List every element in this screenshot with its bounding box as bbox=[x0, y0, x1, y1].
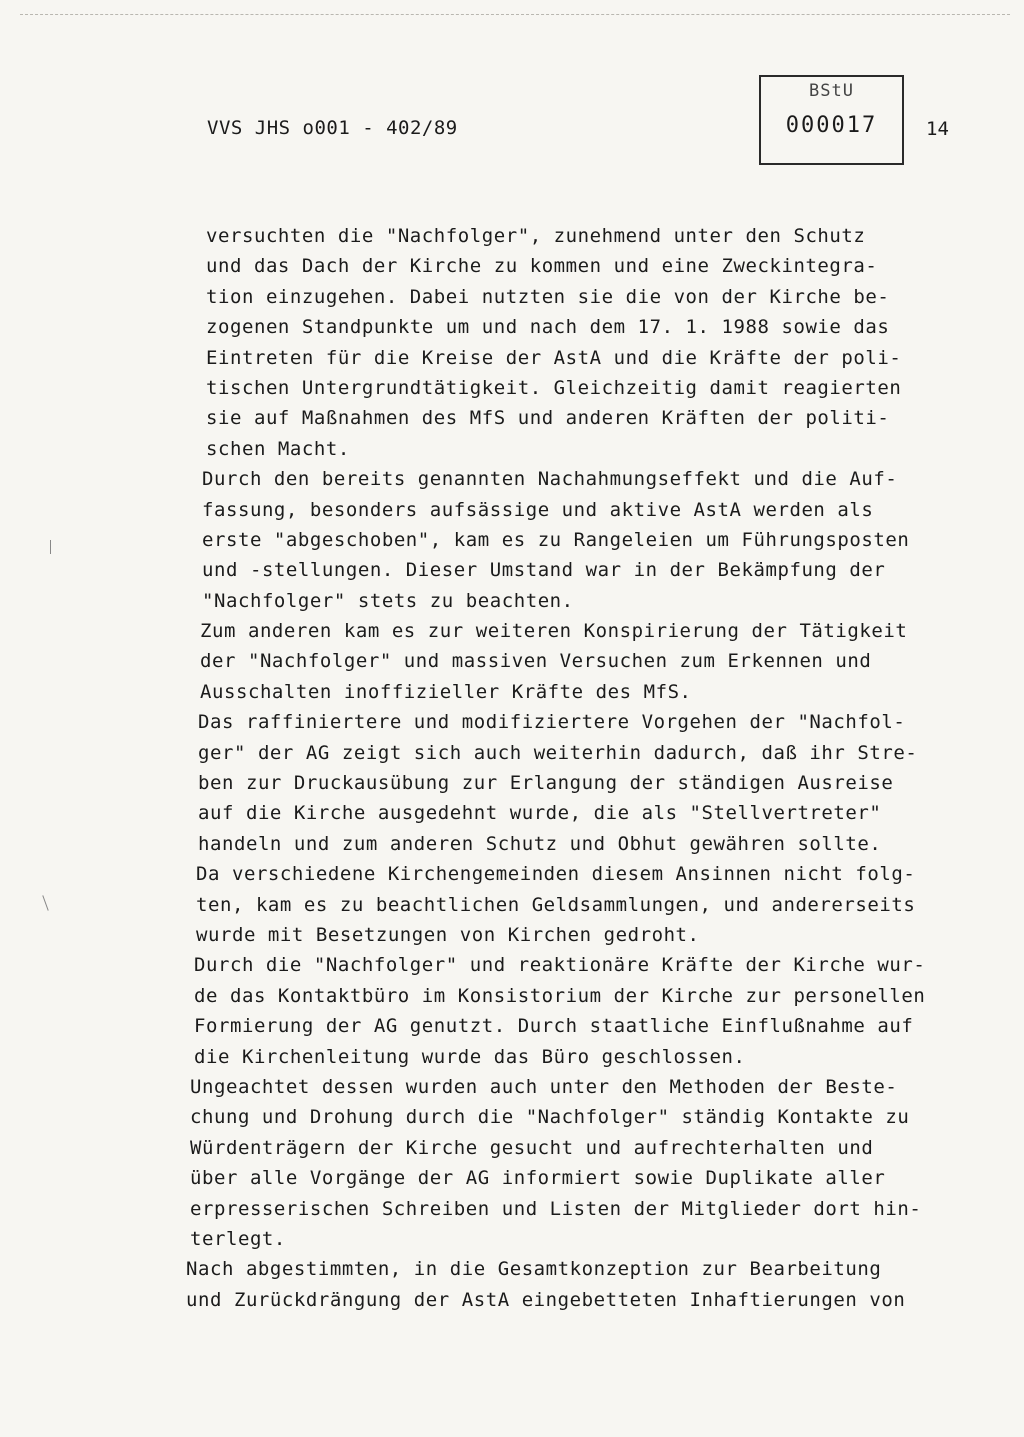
archive-stamp bbox=[759, 75, 904, 165]
text-line: handeln und zum anderen Schutz und Obhut gewähren sollte. bbox=[198, 832, 882, 855]
scan-edge-line bbox=[20, 14, 1010, 15]
text-line: erpresserischen Schreiben und Listen der Mitglieder dort hin- bbox=[190, 1197, 922, 1220]
text-line: versuchten die "Nachfolger", zunehmend unter den Schutz bbox=[206, 225, 866, 247]
text-line: sie auf Maßnahmen des MfS und anderen Kräften der politi- bbox=[206, 407, 890, 430]
document-reference: VVS JHS o001 - 402/89 bbox=[207, 117, 458, 139]
text-line: Nach abgestimmten, in die Gesamtkonzeption zur Bearbeitung bbox=[186, 1258, 882, 1281]
text-line: ben zur Druckausübung zur Erlangung der ständigen Ausreise bbox=[198, 772, 894, 795]
text-line: fassung, besonders aufsässige und aktive AstA werden als bbox=[202, 498, 874, 521]
stamp-label: BStU bbox=[809, 81, 854, 101]
text-line: Formierung der AG genutzt. Durch staatliche Einflußnahme auf bbox=[194, 1015, 914, 1038]
text-line: und das Dach der Kirche zu kommen und eine Zweckintegra- bbox=[206, 255, 878, 278]
text-line: Zum anderen kam es zur weiteren Konspirierung der Tätigkeit bbox=[200, 620, 908, 643]
text-line: tion einzugehen. Dabei nutzten sie die von der Kirche be- bbox=[206, 285, 890, 308]
body-text bbox=[186, 221, 946, 1315]
text-line: Würdenträgern der Kirche gesucht und aufrechterhalten und bbox=[190, 1136, 874, 1159]
text-line: auf die Kirche ausgedehnt wurde, die als "Stellvertreter" bbox=[198, 802, 882, 825]
text-line: "Nachfolger" stets zu beachten. bbox=[202, 589, 574, 612]
text-line: wurde mit Besetzungen von Kirchen gedroht. bbox=[196, 923, 700, 946]
text-line: de das Kontaktbüro im Konsistorium der Kirche zur personellen bbox=[194, 984, 926, 1007]
text-line: Eintreten für die Kreise der AstA und die Kräfte der poli- bbox=[206, 346, 902, 369]
text-line: erste "abgeschoben", kam es zu Rangeleien um Führungsposten bbox=[202, 528, 910, 551]
text-line: Durch den bereits genannten Nachahmungseffekt und die Auf- bbox=[202, 468, 898, 491]
text-line: Durch die "Nachfolger" und reaktionäre Kräfte der Kirche wur- bbox=[194, 954, 926, 977]
margin-mark bbox=[42, 895, 48, 910]
text-line: und -stellungen. Dieser Umstand war in der Bekämpfung der bbox=[202, 559, 886, 582]
text-line: terlegt. bbox=[190, 1227, 286, 1250]
stamp-number: 000017 bbox=[785, 113, 878, 138]
text-line: tischen Untergrundtätigkeit. Gleichzeitig damit reagierten bbox=[206, 376, 902, 399]
text-line: und Zurückdrängung der AstA eingebetteten Inhaftierungen von bbox=[186, 1288, 906, 1311]
text-line: ger" der AG zeigt sich auch weiterhin dadurch, daß ihr Stre- bbox=[198, 741, 918, 764]
text-line: Das raffiniertere und modifiziertere Vorgehen der "Nachfol- bbox=[198, 711, 906, 734]
text-line: Da verschiedene Kirchengemeinden diesem Ansinnen nicht folg- bbox=[196, 863, 916, 886]
text-line: Ungeachtet dessen wurden auch unter den Methoden der Beste- bbox=[190, 1075, 898, 1098]
text-line: schen Macht. bbox=[206, 437, 350, 460]
text-line: Ausschalten inoffizieller Kräfte des MfS. bbox=[200, 680, 692, 703]
page-number: 14 bbox=[926, 118, 949, 140]
text-line: zogenen Standpunkte um und nach dem 17. 1. 1988 sowie das bbox=[206, 316, 890, 339]
text-line: die Kirchenleitung wurde das Büro geschlossen. bbox=[194, 1045, 746, 1068]
text-line: chung und Drohung durch die "Nachfolger" ständig Kontakte zu bbox=[190, 1106, 910, 1129]
text-line: der "Nachfolger" und massiven Versuchen zum Erkennen und bbox=[200, 650, 872, 673]
margin-mark bbox=[50, 540, 51, 554]
text-line: ten, kam es zu beachtlichen Geldsammlungen, und andererseits bbox=[196, 893, 916, 916]
text-line: über alle Vorgänge der AG informiert sowie Duplikate aller bbox=[190, 1167, 886, 1190]
